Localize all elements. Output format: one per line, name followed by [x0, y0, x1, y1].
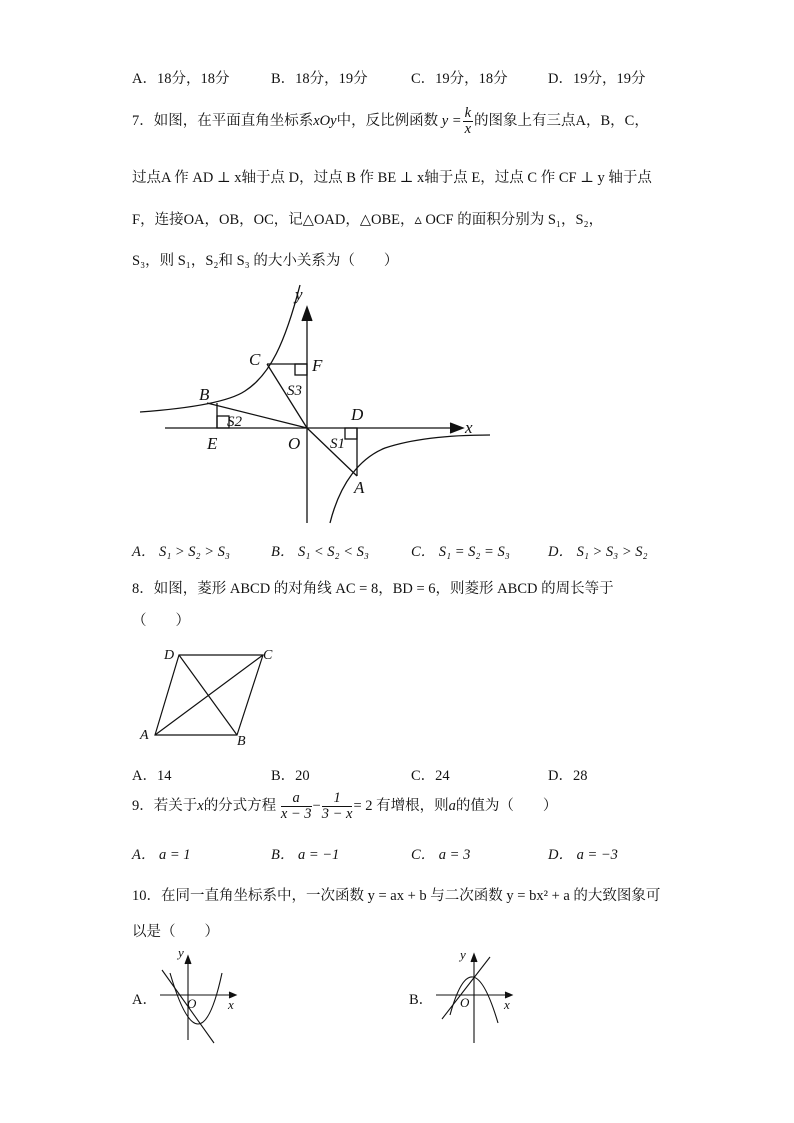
q10a-label-y: y — [178, 945, 184, 960]
q7-fraction — [463, 106, 473, 137]
q10b-label-y: y — [460, 947, 466, 962]
q10-option-a-graph[interactable] — [150, 945, 245, 1045]
q10a-y-arrow — [185, 956, 191, 964]
q7-label-s3: S3 — [287, 383, 302, 399]
q8-rhombus-figure — [135, 643, 285, 753]
q8-stem-line-2: （ ） — [132, 613, 190, 629]
q8-option-c[interactable]: C．24 — [411, 768, 450, 784]
q8-diagonal-ac — [155, 655, 263, 735]
q7-label-o: O — [288, 434, 301, 453]
q7-label-s2: S2 — [227, 414, 242, 430]
q7-text-b: 中，反比例函数 — [336, 112, 439, 129]
q10b-label-x: x — [504, 997, 510, 1012]
q9-text-d: 的值为（ ） — [455, 797, 558, 814]
q9-var-a: a — [448, 797, 456, 814]
q9-option-a[interactable]: A． a = 1 — [132, 847, 191, 863]
q8-option-d[interactable]: D．28 — [548, 768, 588, 784]
q7-option-a[interactable]: A． S₁ > S₂ > S₃ — [132, 544, 230, 560]
q6-option-b[interactable]: B．18分，19分 — [271, 71, 368, 87]
q9-option-b[interactable]: B． a = −1 — [271, 847, 340, 863]
q7-label-x: x — [465, 418, 473, 437]
q7-frac-den: x — [464, 121, 472, 137]
q7-stem-line-3: F，连接OA，OB，OC，记△OAD，△OBE，▵ OCF 的面积分别为 S₁，S₂， — [132, 212, 604, 228]
q7-option-c[interactable]: C． S₁ = S₂ = S₃ — [411, 544, 510, 560]
q6-option-a[interactable]: A．18分，18分 — [132, 71, 230, 87]
q7-text-d: B，C， — [600, 112, 649, 129]
q10b-y-arrow — [471, 954, 477, 962]
q8-label-c: C — [263, 648, 273, 663]
q9-f2-num: 1 — [322, 791, 353, 807]
q8-option-b[interactable]: B．20 — [271, 768, 310, 784]
q8-label-a: A — [140, 728, 149, 743]
q8-label-d: D — [164, 648, 175, 663]
q9-fraction-1 — [281, 791, 312, 822]
q6-option-d[interactable]: D．19分，19分 — [548, 71, 646, 87]
q10-option-a-label[interactable]: A． — [132, 992, 157, 1008]
q7-stem-line-4: S₃，则 S₁，S₂和 S₃ 的大小关系为（ ） — [132, 253, 399, 269]
q7-stem-line-2: 过点A 作 AD ⊥ x轴于点 D，过点 B 作 BE ⊥ x轴于点 E，过点 C 作 CF ⊥ y 轴于点 — [132, 170, 652, 186]
q7-y-arrow — [302, 307, 312, 321]
q9-option-d[interactable]: D． a = −3 — [548, 847, 618, 863]
q9-f2-den: 3 − x — [321, 806, 353, 822]
q8-diagonal-bd — [179, 655, 237, 735]
q10b-label-o: O — [460, 995, 470, 1010]
q9-text-a: 9．若关于 — [132, 797, 198, 814]
q7-option-b[interactable]: B． S₁ < S₂ < S₃ — [271, 544, 369, 560]
q7-label-f: F — [312, 356, 323, 375]
q8-stem-line-1: 8．如图，菱形 ABCD 的对角线 AC = 8，BD = 6，则菱形 ABCD 的周长等于 — [132, 581, 614, 597]
q7-label-d: D — [351, 405, 364, 424]
q7-right-angle-d — [345, 428, 357, 439]
q7-frac-num: k — [464, 105, 472, 121]
q10-stem-line-1: 10．在同一直角坐标系中，一次函数 y = ax + b 与二次函数 y = bx² + a 的大致图象可 — [132, 888, 661, 904]
q9-fraction-2 — [322, 791, 353, 822]
q7-x-arrow — [450, 423, 463, 433]
q10a-label-x: x — [228, 997, 234, 1012]
q9-option-c[interactable]: C． a = 3 — [411, 847, 471, 863]
q8-option-a[interactable]: A．14 — [132, 768, 172, 784]
q7-text-c: 的图象上有三点A， — [474, 112, 601, 129]
q10-option-b-graph[interactable] — [428, 945, 523, 1045]
q7-label-b: B — [199, 385, 210, 404]
q7-hyperbola-upper — [140, 285, 300, 412]
q9-stem — [132, 791, 557, 822]
q9-text-c: = 2 有增根，则 — [353, 797, 449, 814]
q7-label-s1: S1 — [330, 436, 345, 452]
q7-text-a: 7．如图，在平面直角坐标系 — [132, 112, 314, 129]
q10-option-b-label[interactable]: B． — [409, 992, 434, 1008]
q7-xoy: xOy — [313, 112, 337, 129]
q6-option-c[interactable]: C．19分，18分 — [411, 71, 508, 87]
q9-f1-num: a — [281, 791, 312, 807]
q9-minus: − — [312, 797, 321, 814]
q7-label-a: A — [354, 478, 365, 497]
q7-label-e: E — [207, 434, 218, 453]
q7-label-c: C — [249, 350, 261, 369]
q9-text-b: 的分式方程 — [203, 797, 277, 814]
q8-label-b: B — [237, 734, 246, 749]
q10-stem-line-2: 以是（ ） — [132, 924, 219, 940]
q9-var-x: x — [197, 797, 204, 814]
q7-y-eq: y = — [441, 112, 462, 129]
q7-label-y: y — [295, 285, 303, 304]
q10a-label-o: O — [187, 996, 197, 1011]
q7-hyperbola-figure — [135, 283, 495, 528]
q9-f1-den: x − 3 — [280, 806, 312, 822]
q7-option-d[interactable]: D． S₁ > S₃ > S₂ — [548, 544, 648, 560]
q7-right-angle-f — [295, 364, 307, 375]
q7-stem-line-1 — [132, 106, 649, 137]
